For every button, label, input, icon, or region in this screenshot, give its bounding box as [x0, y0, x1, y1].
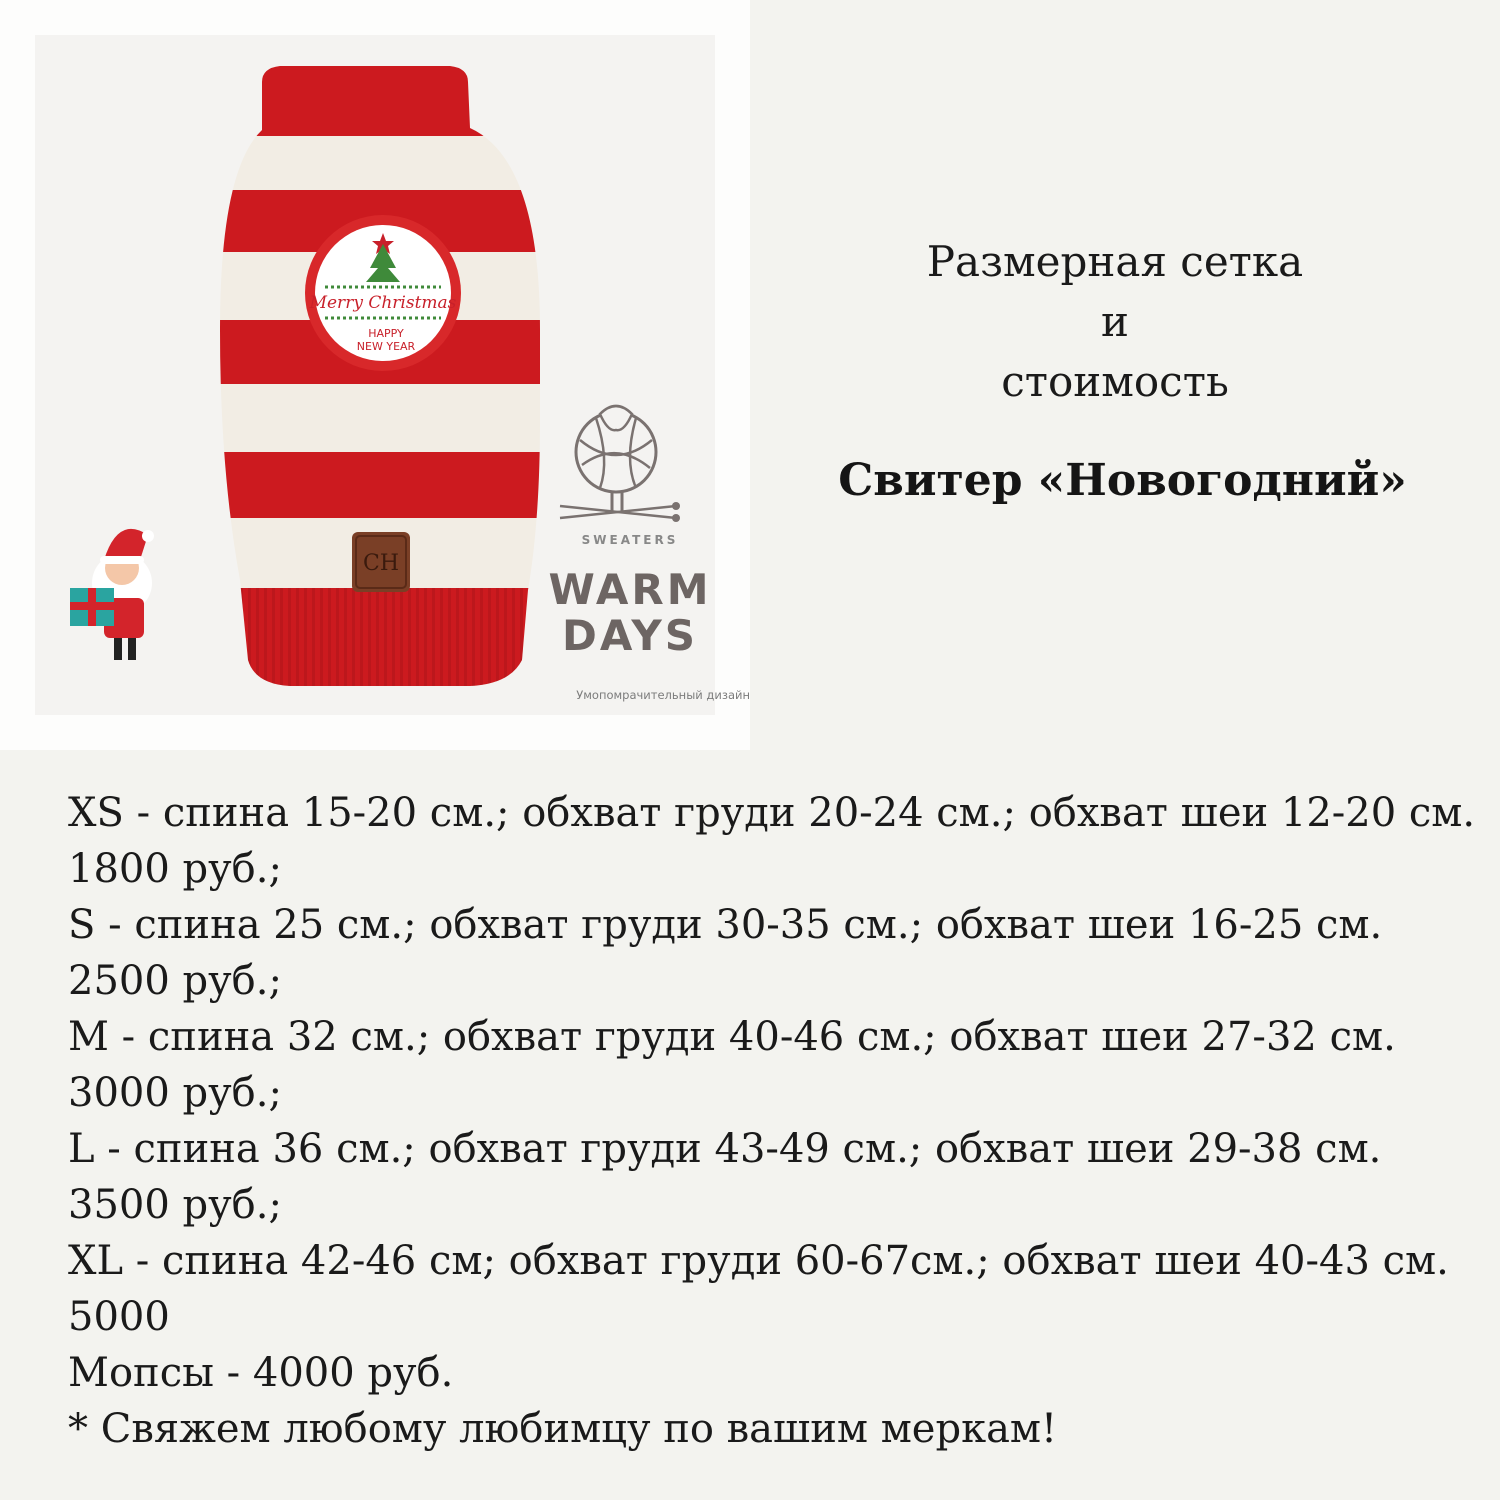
list-item: S - спина 25 см.; обхват груди 30-35 см.; обхват шеи 16-25 см. [68, 902, 1383, 948]
list-item: * Свяжем любому любимцу по вашим меркам! [68, 1406, 1058, 1452]
patch-happy: HAPPY [368, 327, 404, 340]
santa-claus-icon [70, 529, 154, 660]
heading-line-2: и [1101, 297, 1129, 346]
leather-label [352, 532, 410, 592]
product-title: Свитер «Новогодний» [838, 455, 1407, 506]
patch-new-year: NEW YEAR [356, 340, 416, 353]
page-heading [800, 232, 1430, 412]
list-item: 1800 руб.; [68, 846, 282, 892]
heading-line-3: стоимость [1001, 357, 1229, 406]
heading-line-1: Размерная сетка [926, 237, 1304, 286]
brand-logo [530, 395, 750, 702]
brand-sweaters: SWEATERS [581, 533, 679, 547]
list-item: 5000 [68, 1294, 170, 1340]
product-photo-panel [0, 0, 750, 750]
sweater-body [200, 60, 560, 700]
brand-warm: WARM [548, 565, 712, 614]
list-item: Мопсы - 4000 руб. [68, 1350, 454, 1396]
list-item: XL - спина 42-46 см; обхват груди 60-67см.; обхват шеи 40-43 см. [68, 1238, 1449, 1284]
list-item: XS - спина 15-20 см.; обхват груди 20-24 см.; обхват шеи 12-20 см. [68, 790, 1476, 836]
list-item: 3500 руб.; [68, 1182, 282, 1228]
brand-tagline: Умопомрачительный дизайн [576, 688, 750, 702]
list-item: 2500 руб.; [68, 958, 282, 1004]
brand-days: DAYS [561, 611, 698, 660]
size-price-list [68, 785, 1478, 1457]
christmas-patch [305, 215, 461, 371]
patch-merry-christmas: Merry Christmas [309, 293, 457, 313]
list-item: 3000 руб.; [68, 1070, 282, 1116]
list-item: M - спина 32 см.; обхват груди 40-46 см.; обхват шеи 27-32 см. [68, 1014, 1396, 1060]
label-monogram: CH [362, 551, 400, 576]
list-item: L - спина 36 см.; обхват груди 43-49 см.; обхват шеи 29-38 см. [68, 1126, 1382, 1172]
